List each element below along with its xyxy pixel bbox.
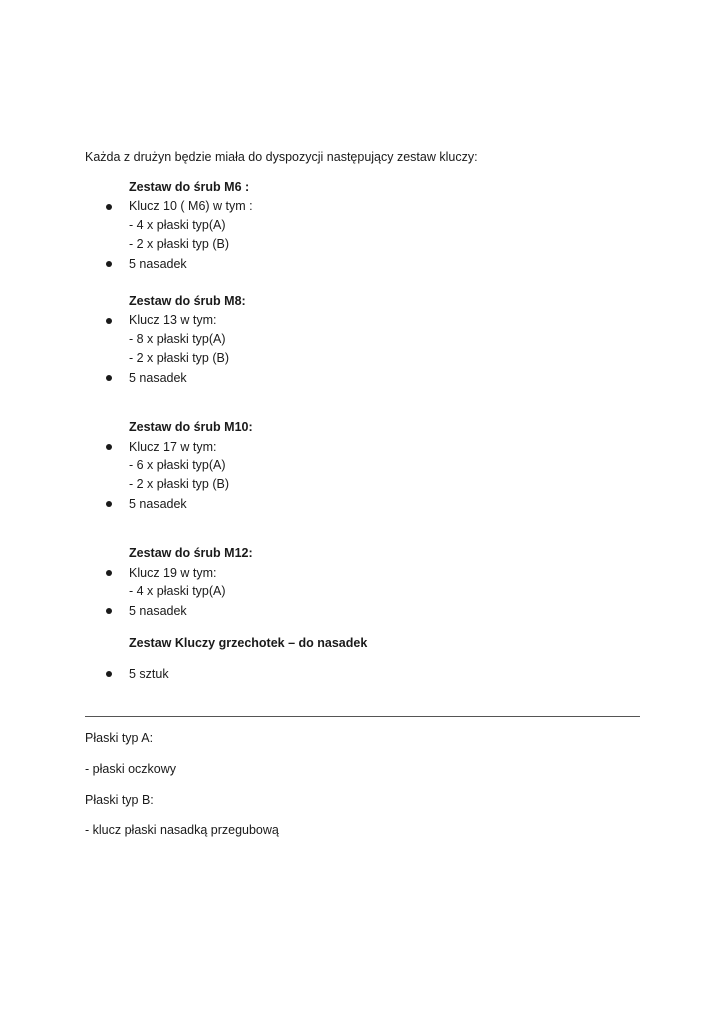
wrench-item-m10: Klucz 17 w tym: xyxy=(129,440,217,454)
wrench-item-m6: Klucz 10 ( M6) w tym : xyxy=(129,199,253,213)
wrench-item-m8: Klucz 13 w tym: xyxy=(129,313,217,327)
sockets-item-m8: 5 nasadek xyxy=(129,371,187,385)
ratchet-item: 5 sztuk xyxy=(129,667,169,681)
set-heading-m12: Zestaw do śrub M12: xyxy=(129,546,253,560)
footnote-divider xyxy=(85,716,640,717)
footnote-type-a-desc: - płaski oczkowy xyxy=(85,762,176,776)
bullet-icon xyxy=(106,671,112,677)
set-heading-m6: Zestaw do śrub M6 : xyxy=(129,180,250,194)
intro-text: Każda z drużyn będzie miała do dyspozycji następujący zestaw kluczy: xyxy=(85,150,478,164)
wrench-sub-a-m10: - 6 x płaski typ(A) xyxy=(129,458,226,472)
set-heading-m10: Zestaw do śrub M10: xyxy=(129,420,253,434)
bullet-icon xyxy=(106,608,112,614)
bullet-icon xyxy=(106,501,112,507)
wrench-sub-a-m6: - 4 x płaski typ(A) xyxy=(129,218,226,232)
bullet-icon xyxy=(106,375,112,381)
set-heading-m8: Zestaw do śrub M8: xyxy=(129,294,246,308)
footnote-type-b-desc: - klucz płaski nasadką przegubową xyxy=(85,823,279,837)
sockets-item-m6: 5 nasadek xyxy=(129,257,187,271)
ratchet-heading: Zestaw Kluczy grzechotek – do nasadek xyxy=(129,636,368,650)
footnote-type-b-label: Płaski typ B: xyxy=(85,793,154,807)
wrench-item-m12: Klucz 19 w tym: xyxy=(129,566,217,580)
footnote-type-a-label: Płaski typ A: xyxy=(85,731,154,745)
bullet-icon xyxy=(106,444,112,450)
bullet-icon xyxy=(106,261,112,267)
bullet-icon xyxy=(106,570,112,576)
wrench-sub-b-m6: - 2 x płaski typ (B) xyxy=(129,237,230,251)
wrench-sub-b-m10: - 2 x płaski typ (B) xyxy=(129,477,230,491)
wrench-sub-a-m12: - 4 x płaski typ(A) xyxy=(129,584,226,598)
bullet-icon xyxy=(106,318,112,324)
bullet-icon xyxy=(106,204,112,210)
sockets-item-m10: 5 nasadek xyxy=(129,497,187,511)
wrench-sub-b-m8: - 2 x płaski typ (B) xyxy=(129,351,230,365)
sockets-item-m12: 5 nasadek xyxy=(129,604,187,618)
wrench-sub-a-m8: - 8 x płaski typ(A) xyxy=(129,332,226,346)
